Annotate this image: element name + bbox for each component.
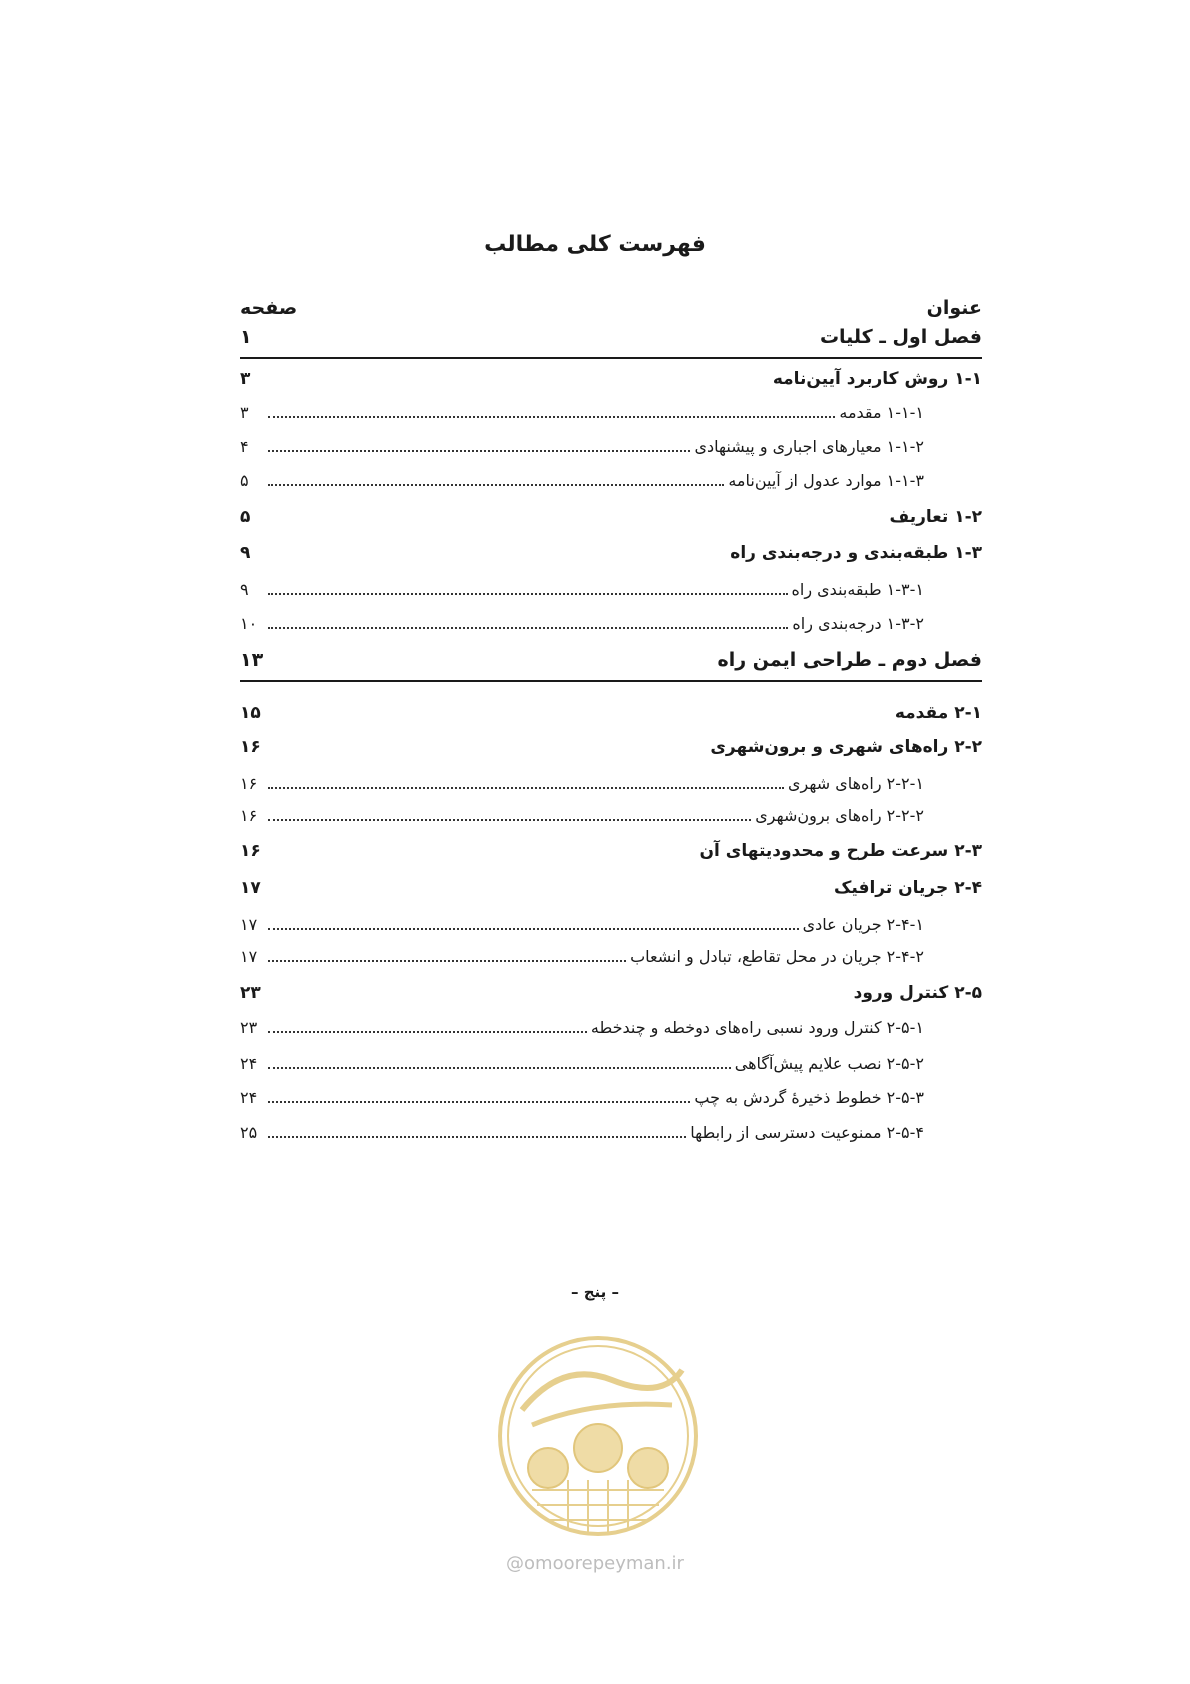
page-number-footer: – پنج – xyxy=(570,1283,619,1301)
toc-entry-page: ۱۵ xyxy=(240,703,261,723)
toc-entry-title: فصل دوم ـ طراحی ایمن راه xyxy=(717,649,982,671)
toc-subsection-row xyxy=(240,463,982,497)
toc-subsection-row xyxy=(240,606,982,640)
toc-chapter-row xyxy=(240,317,982,359)
toc-subsection-row xyxy=(240,907,982,941)
dot-leader xyxy=(268,416,835,418)
toc-entry-page: ۱۶ xyxy=(240,841,261,861)
toc-entry-title: ۱-۱-۳ موارد عدول از آیین‌نامه xyxy=(728,470,924,490)
toc-subsection-row xyxy=(240,1010,982,1044)
toc-entry-title: ۱-۱-۱ مقدمه xyxy=(839,402,924,422)
dot-leader xyxy=(268,1031,587,1033)
toc-entry-title: ۲-۵ کنترل ورود xyxy=(853,983,982,1003)
toc-entry-title: ۲-۱ مقدمه xyxy=(894,703,982,723)
toc-section-row xyxy=(240,730,982,764)
toc-entry-page: ۳ xyxy=(240,402,249,422)
toc-entry-page: ۱۶ xyxy=(240,805,258,825)
toc-entry-title: ۲-۵-۱ کنترل ورود نسبی راه‌های دوخطه و چندخطه xyxy=(590,1017,924,1037)
toc-entry-title: ۲-۵-۲ نصب علایم پیش‌آگاهی xyxy=(734,1053,924,1073)
toc-entry-page: ۹ xyxy=(240,543,251,563)
dot-leader xyxy=(268,450,690,452)
toc-entry-title: ۱-۲ تعاریف xyxy=(889,507,982,527)
toc-entry-page: ۱۰ xyxy=(240,613,258,633)
gears-seal-icon xyxy=(492,1330,704,1542)
dot-leader xyxy=(268,627,788,629)
toc-subsection-row xyxy=(240,429,982,463)
toc-entry-page: ۳ xyxy=(240,369,251,389)
toc-subsection-row xyxy=(240,572,982,606)
dot-leader xyxy=(268,1136,686,1138)
toc-entry-title: ۱-۱ روش کاربرد آیین‌نامه xyxy=(772,369,982,389)
toc-entry-page: ۵ xyxy=(240,470,249,490)
toc-section-row xyxy=(240,834,982,868)
toc-entry-page: ۲۴ xyxy=(240,1053,258,1073)
page-title: فهرست کلی مطالب xyxy=(484,232,706,257)
toc-entry-page: ۱۶ xyxy=(240,773,258,793)
toc-entry-page: ۱ xyxy=(240,326,252,348)
toc-entry-page: ۵ xyxy=(240,507,251,527)
title-column-header: عنوان xyxy=(926,297,982,319)
toc-section-row xyxy=(240,536,982,570)
toc-entry-title: ۲-۴ جریان ترافیک xyxy=(833,878,982,898)
toc-entry-page: ۱۳ xyxy=(240,649,264,671)
toc-entry-title: ۱-۳-۲ درجه‌بندی راه xyxy=(792,613,924,633)
toc-subsection-row xyxy=(240,766,982,800)
toc-entry-title: ۲-۴-۲ جریان در محل تقاطع، تبادل و انشعاب xyxy=(630,946,924,966)
toc-section-row xyxy=(240,362,982,396)
toc-chapter-row xyxy=(240,640,982,682)
toc-entry-title: ۱-۱-۲ معیارهای اجباری و پیشنهادی xyxy=(694,436,924,456)
toc-subsection-row xyxy=(240,1046,982,1080)
toc-entry-page: ۱۷ xyxy=(240,946,258,966)
toc-subsection-row xyxy=(240,1115,982,1149)
watermark-text: @omoorepeyman.ir xyxy=(506,1553,684,1574)
toc-subsection-row xyxy=(240,939,982,973)
toc-entry-page: ۴ xyxy=(240,436,249,456)
dot-leader xyxy=(268,484,724,486)
toc-section-row xyxy=(240,696,982,730)
toc-entry-title: فصل اول ـ کلیات xyxy=(819,326,982,348)
dot-leader xyxy=(268,1101,690,1103)
toc-subsection-row xyxy=(240,798,982,832)
toc-entry-title: ۲-۲-۲ راه‌های برون‌شهری xyxy=(755,805,924,825)
dot-leader xyxy=(268,960,626,962)
toc-entry-title: ۲-۲-۱ راه‌های شهری xyxy=(787,773,924,793)
toc-entry-page: ۲۴ xyxy=(240,1087,258,1107)
toc-entry-title: ۲-۵-۴ ممنوعیت دسترسی از رابطها xyxy=(690,1122,924,1142)
dot-leader xyxy=(268,819,751,821)
toc-subsection-row xyxy=(240,1080,982,1114)
toc-section-row xyxy=(240,871,982,905)
dot-leader xyxy=(268,928,799,930)
toc-entry-title: ۱-۳ طبقه‌بندی و درجه‌بندی راه xyxy=(730,543,982,563)
toc-entry-title: ۲-۴-۱ جریان عادی xyxy=(802,914,924,934)
toc-entry-title: ۲-۵-۳ خطوط ذخیرهٔ گردش به چپ xyxy=(694,1087,924,1107)
toc-section-row xyxy=(240,500,982,534)
toc-entry-page: ۱۷ xyxy=(240,878,261,898)
dot-leader xyxy=(268,593,788,595)
toc-entry-page: ۹ xyxy=(240,579,249,599)
toc-section-row xyxy=(240,976,982,1010)
toc-entry-page: ۱۷ xyxy=(240,914,258,934)
toc-entry-page: ۲۳ xyxy=(240,983,261,1003)
toc-entry-title: ۲-۲ راه‌های شهری و برون‌شهری xyxy=(710,737,982,757)
page-column-header: صفحه xyxy=(240,297,298,319)
toc-entry-title: ۱-۳-۱ طبقه‌بندی راه xyxy=(791,579,924,599)
toc-subsection-row xyxy=(240,395,982,429)
dot-leader xyxy=(268,787,784,789)
toc-entry-page: ۱۶ xyxy=(240,737,261,757)
toc-entry-title: ۲-۳ سرعت طرح و محدودیتهای آن xyxy=(699,841,982,861)
dot-leader xyxy=(268,1067,731,1069)
toc-entry-page: ۲۳ xyxy=(240,1017,258,1037)
toc-entry-page: ۲۵ xyxy=(240,1122,258,1142)
